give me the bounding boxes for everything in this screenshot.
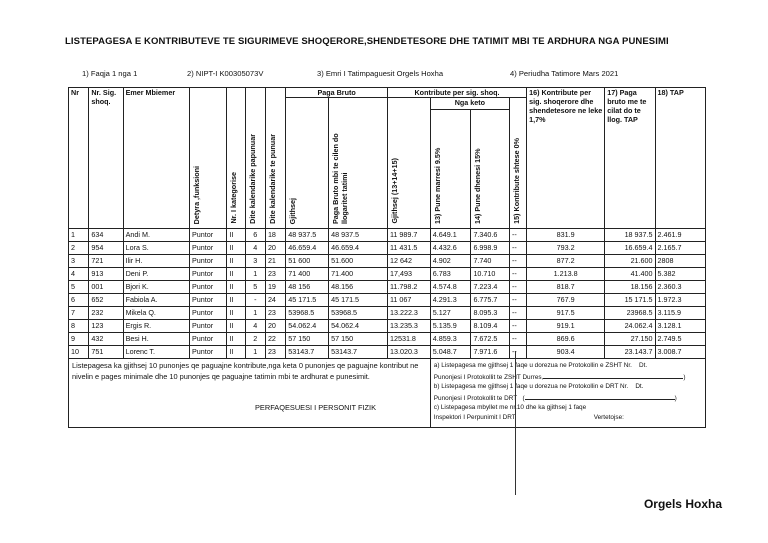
social-security-number: 954 [89, 242, 123, 255]
social-security-number: 913 [89, 268, 123, 281]
gross-pay: 46.659.4 [286, 242, 329, 255]
header-name: Emer Mbiemer [123, 88, 189, 229]
employee-name: Mikela Q. [123, 307, 189, 320]
row-number: 5 [69, 281, 89, 294]
inspector-label: Inspektori I Perpunimit I DRT [433, 413, 516, 421]
row-number: 6 [69, 294, 89, 307]
table-row [69, 333, 706, 346]
employer-contribution: 7.223.4 [471, 281, 510, 294]
gross-pay: 53143.7 [286, 346, 329, 359]
days-not-worked: 2 [245, 333, 265, 346]
total-contributions: 12 642 [387, 255, 430, 268]
document-title: LISTEPAGESA E KONTRIBUTEVE TE SIGURIMEVE SHOQERORE,SHENDETESORE DHE TATIMIT MBI TE ARDHURA NGA PUNESIMI [65, 36, 669, 47]
employer-contribution: 7.340.6 [471, 229, 510, 242]
position: Puntor [189, 281, 226, 294]
submission-a-date: Dt. [638, 362, 648, 369]
employee-contribution: 5.048.7 [430, 346, 471, 359]
total-contributions: 13.020.3 [387, 346, 430, 359]
submission-b-line1: b) Listepagesa me gjithsej 1 faqe u dorezua ne Protokollin e DRT Nr. [433, 383, 629, 391]
row-number: 4 [69, 268, 89, 281]
signature: Orgels Hoxha [643, 497, 722, 511]
tap-base: 18.156 [605, 281, 655, 294]
category: II [227, 320, 245, 333]
taxable-pay: 54.062.4 [329, 320, 388, 333]
table-row [69, 229, 706, 242]
row-number: 8 [69, 320, 89, 333]
category: II [227, 242, 245, 255]
social-security-number: 721 [89, 255, 123, 268]
days-not-worked: 5 [245, 281, 265, 294]
submission-b-date: Dt. [635, 383, 644, 391]
tap-amount: 3.115.9 [655, 307, 705, 320]
taxable-pay: 48.156 [329, 281, 388, 294]
health-contribution: 1.213.8 [527, 268, 605, 281]
table-row [69, 320, 706, 333]
days-worked: 18 [265, 229, 285, 242]
health-contribution: 793.2 [527, 242, 605, 255]
days-worked: 21 [265, 255, 285, 268]
additional-contribution: -- [509, 307, 526, 320]
total-contributions: 11 989.7 [387, 229, 430, 242]
table-row [69, 242, 706, 255]
days-not-worked: - [245, 294, 265, 307]
health-contribution: 767.9 [527, 294, 605, 307]
employer-contribution: 6.998.9 [471, 242, 510, 255]
total-contributions: 17,493 [387, 268, 430, 281]
tap-base: 21.600 [605, 255, 655, 268]
row-number: 3 [69, 255, 89, 268]
position: Puntor [189, 268, 226, 281]
footer-submission: a) Listepagesa me gjithsej 1 faqe u dorezua ne Protokollin e ZSHT Nr. Dt. Punonjesi I Protokollit te ZSHT Durres, ) b) Listepagesa me gjithsej 1 faqe u dorezua ne Protokollin e DRT Nr. Dt. Punonjesi I Protokollit te DRT ( ) c) Listepagesa mbyllet me nr.10 dhe ka gjithsej 1 faqe Inspektori I Perpunimit I DRT Vertetojse: [430, 359, 705, 428]
employee-contribution: 5.135.9 [430, 320, 471, 333]
employer-contribution: 8.095.3 [471, 307, 510, 320]
taxable-pay: 53143.7 [329, 346, 388, 359]
days-not-worked: 6 [245, 229, 265, 242]
submission-b-line2: Punonjesi I Protokollit te DRT [433, 394, 518, 402]
table-row [69, 294, 706, 307]
social-security-number: 634 [89, 229, 123, 242]
employee-contribution: 4.649.1 [430, 229, 471, 242]
employee-name: Besi H. [123, 333, 189, 346]
days-worked: 20 [265, 242, 285, 255]
header-sig-nr: Nr. Sig. shoq. [89, 88, 123, 229]
days-worked: 20 [265, 320, 285, 333]
tap-base: 23.143.7 [605, 346, 655, 359]
employee-contribution: 4.574.8 [430, 281, 471, 294]
days-worked: 23 [265, 346, 285, 359]
employee-contribution: 5.127 [430, 307, 471, 320]
days-worked: 23 [265, 268, 285, 281]
tap-base: 41.400 [605, 268, 655, 281]
category: II [227, 333, 245, 346]
additional-contribution: -- [509, 242, 526, 255]
additional-contribution: -- [509, 281, 526, 294]
tap-amount: 2.360.3 [655, 281, 705, 294]
employee-name: Fabiola A. [123, 294, 189, 307]
tap-base: 23968.5 [605, 307, 655, 320]
days-not-worked: 4 [245, 320, 265, 333]
taxable-pay: 48 937.5 [329, 229, 388, 242]
nipt: 2) NIPT-I K00305073V [187, 69, 264, 78]
position: Puntor [189, 307, 226, 320]
header-pune-marresi: 13) Pune marresi 9.5% [430, 110, 471, 229]
tap-amount: 3.008.7 [655, 346, 705, 359]
tap-base: 24.062.4 [605, 320, 655, 333]
position: Puntor [189, 333, 226, 346]
tap-base: 16.659.4 [605, 242, 655, 255]
total-contributions: 12531.8 [387, 333, 430, 346]
health-contribution: 903.4 [527, 346, 605, 359]
employee-contribution: 4.291.3 [430, 294, 471, 307]
taxpayer-name: 3) Emri I Tatimpaguesit Orgels Hoxha [317, 69, 444, 78]
category: II [227, 229, 245, 242]
social-security-number: 751 [89, 346, 123, 359]
tap-amount: 2.749.5 [655, 333, 705, 346]
health-contribution: 869.6 [527, 333, 605, 346]
header-days-not-worked: Dite kalendarike papunuar [245, 88, 265, 229]
tap-base: 15 171.5 [605, 294, 655, 307]
category: II [227, 281, 245, 294]
closing-line: c) Listepagesa mbyllet me nr.10 dhe ka gjithsej 1 faqe [433, 404, 587, 412]
taxable-pay: 45 171.5 [329, 294, 388, 307]
employee-contribution: 6.783 [430, 268, 471, 281]
scan-line [515, 351, 516, 495]
total-contributions: 13.235.3 [387, 320, 430, 333]
employee-name: Andi M. [123, 229, 189, 242]
additional-contribution: -- [509, 333, 526, 346]
submission-a-line2: Punonjesi I Protokollit te ZSHT Durres, [433, 373, 544, 381]
employee-name: Ilir H. [123, 255, 189, 268]
days-worked: 23 [265, 307, 285, 320]
submission-a-line1: a) Listepagesa me gjithsej 1 faqe u dorezua ne Protokollin e ZSHT Nr. [433, 362, 632, 369]
row-number: 1 [69, 229, 89, 242]
header-paga-bruto: Paga Bruto [286, 88, 388, 98]
position: Puntor [189, 242, 226, 255]
total-contributions: 11 067 [387, 294, 430, 307]
table-row [69, 346, 706, 359]
header-gjithsej: Gjithsej [286, 98, 329, 229]
header-days-worked: Dite kalendarike te punuar [265, 88, 285, 229]
header-position: Detyra ,funksioni [189, 88, 226, 229]
tap-amount: 2808 [655, 255, 705, 268]
verifier-label: Vertetojse: [593, 413, 624, 421]
employee-name: Lorenc T. [123, 346, 189, 359]
gross-pay: 57 150 [286, 333, 329, 346]
social-security-number: 652 [89, 294, 123, 307]
employer-contribution: 8.109.4 [471, 320, 510, 333]
tap-amount: 1.972.3 [655, 294, 705, 307]
social-security-number: 232 [89, 307, 123, 320]
gross-pay: 51 600 [286, 255, 329, 268]
social-security-number: 123 [89, 320, 123, 333]
category: II [227, 307, 245, 320]
employer-contribution: 6.775.7 [471, 294, 510, 307]
days-not-worked: 1 [245, 307, 265, 320]
employee-contribution: 4.859.3 [430, 333, 471, 346]
total-contributions: 11 431.5 [387, 242, 430, 255]
social-security-number: 432 [89, 333, 123, 346]
tap-amount: 5.382 [655, 268, 705, 281]
category: II [227, 294, 245, 307]
health-contribution: 919.1 [527, 320, 605, 333]
taxable-pay: 46.659.4 [329, 242, 388, 255]
tax-period: 4) Periudha Tatimore Mars 2021 [510, 69, 619, 78]
social-security-number: 001 [89, 281, 123, 294]
position: Puntor [189, 320, 226, 333]
taxable-pay: 53968.5 [329, 307, 388, 320]
tap-base: 18 937.5 [605, 229, 655, 242]
gross-pay: 48 156 [286, 281, 329, 294]
additional-contribution: -- [509, 268, 526, 281]
days-not-worked: 1 [245, 346, 265, 359]
payroll-table [68, 87, 706, 428]
footer-summary [69, 359, 431, 428]
additional-contribution: -- [509, 320, 526, 333]
additional-contribution: -- [509, 229, 526, 242]
row-number: 10 [69, 346, 89, 359]
tap-amount: 3.128.1 [655, 320, 705, 333]
header-nr: Nr [69, 88, 89, 229]
category: II [227, 255, 245, 268]
header-col16: 16) Kontribute per sig. shoqerore dhe shendetesore ne leke 1,7% [527, 88, 605, 229]
gross-pay: 71 400 [286, 268, 329, 281]
tap-amount: 2.461.9 [655, 229, 705, 242]
header-gjithsej-kontribute: Gjithsej (13+14+15) [387, 98, 430, 229]
employee-name: Lora S. [123, 242, 189, 255]
blank-line-b [525, 392, 675, 400]
table-row [69, 281, 706, 294]
days-not-worked: 4 [245, 242, 265, 255]
employer-contribution: 7.740 [471, 255, 510, 268]
total-contributions: 13.222.3 [387, 307, 430, 320]
position: Puntor [189, 346, 226, 359]
employee-contribution: 4.902 [430, 255, 471, 268]
row-number: 9 [69, 333, 89, 346]
page-count: 1) Faqja 1 nga 1 [82, 69, 138, 78]
row-number: 7 [69, 307, 89, 320]
header-pune-dhenesi: 14) Pune dhenesi 15% [471, 110, 510, 229]
employee-name: Ergis R. [123, 320, 189, 333]
header-col17: 17) Paga bruto me te cilat do te llog. TAP [605, 88, 655, 229]
position: Puntor [189, 294, 226, 307]
representative-label: PERFAQESUESI I PERSONIT FIZIK [255, 403, 377, 412]
total-contributions: 11.798.2 [387, 281, 430, 294]
taxable-pay: 71.400 [329, 268, 388, 281]
taxable-pay: 51.600 [329, 255, 388, 268]
days-not-worked: 1 [245, 268, 265, 281]
additional-contribution: -- [509, 255, 526, 268]
days-worked: 24 [265, 294, 285, 307]
gross-pay: 54.062.4 [286, 320, 329, 333]
category: II [227, 346, 245, 359]
additional-contribution: -- [509, 294, 526, 307]
tap-amount: 2.165.7 [655, 242, 705, 255]
header-paga-tatim: Paga Bruto mbi te cilen do llogaritet tatimi [329, 98, 388, 229]
employer-contribution: 7.971.6 [471, 346, 510, 359]
health-contribution: 831.9 [527, 229, 605, 242]
blank-line-a [543, 371, 683, 379]
gross-pay: 53968.5 [286, 307, 329, 320]
employee-contribution: 4.432.6 [430, 242, 471, 255]
table-row [69, 268, 706, 281]
employer-contribution: 7.672.5 [471, 333, 510, 346]
health-contribution: 877.2 [527, 255, 605, 268]
gross-pay: 45 171.5 [286, 294, 329, 307]
position: Puntor [189, 255, 226, 268]
additional-contribution: -- [509, 346, 526, 359]
header-nga-keto: Nga keto [430, 98, 509, 110]
summary-text: Listepagesa ka gjithsej 10 punonjes qe paguajne kontribute,nga keta 0 punonjes qe paguajne kontribut ne nivelin e pages minimale dhe 10 punonjes qe paguajne tatimin mbi te ardhurat e punesimit. [72, 361, 419, 381]
row-number: 2 [69, 242, 89, 255]
employer-contribution: 10.710 [471, 268, 510, 281]
header-kontribute-shtese: 15) Kontribute shtese 0% [509, 98, 526, 229]
header-kontribute: Kontribute per sig. shoq. [387, 88, 526, 98]
header-col18: 18) TAP [655, 88, 705, 229]
days-worked: 19 [265, 281, 285, 294]
employee-name: Bjori K. [123, 281, 189, 294]
table-row [69, 255, 706, 268]
health-contribution: 818.7 [527, 281, 605, 294]
tap-base: 27.150 [605, 333, 655, 346]
employee-name: Deni P. [123, 268, 189, 281]
category: II [227, 268, 245, 281]
header-category: Nr. I kategorise [227, 88, 245, 229]
table-row [69, 307, 706, 320]
days-not-worked: 3 [245, 255, 265, 268]
position: Puntor [189, 229, 226, 242]
taxable-pay: 57 150 [329, 333, 388, 346]
gross-pay: 48 937.5 [286, 229, 329, 242]
days-worked: 22 [265, 333, 285, 346]
health-contribution: 917.5 [527, 307, 605, 320]
